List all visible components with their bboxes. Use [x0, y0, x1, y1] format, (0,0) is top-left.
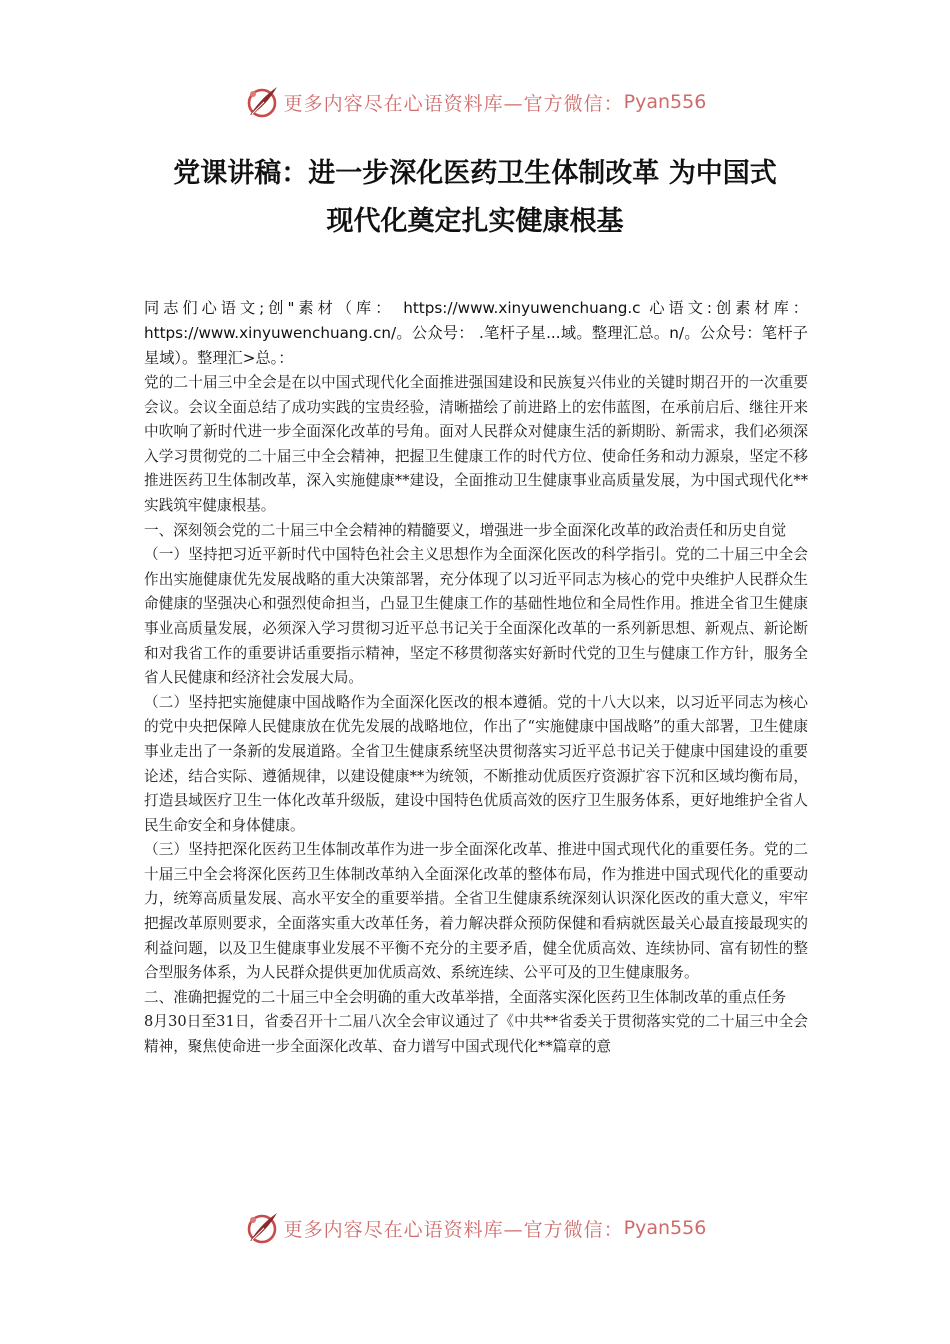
paragraph-point-1: （一）坚持把习近平新时代中国特色社会主义思想作为全面深化医改的科学指引。党的二十届三中全会作出实施健康优先发展战略的重大决策部署，充分体现了以习近平同志为核心的党中央维护人民群众生命健康的坚强决心和强烈使命担当，凸显卫生健康工作的基础性地位和全局性作用。推进全省卫生健康事业高质量发展，必须深入学习贯彻习近平总书记关于全面深化改革的一系列新思想、新观点、新论断和对我省工作的重要讲话重要指示精神，坚定不移贯彻落实好新时代党的卫生与健康工作方针，服务全省人民健康和经济社会发展大局。 — [144, 546, 808, 687]
footer-banner — [0, 1208, 950, 1248]
title-line-2: 现代化奠定扎实健康根基 — [326, 206, 624, 237]
title-line-1: 党课讲稿：进一步深化医药卫生体制改革 为中国式 — [173, 158, 777, 189]
paragraph-plenary: 8月30日至31日，省委召开十二届八次全会审议通过了《中共**省委关于贯彻落实党的二十届三中全会精神，聚焦使命进一步全面深化改革、奋力谱写中国式现代化**篇章的意 — [144, 1013, 808, 1056]
wechat-id: Pyan556 — [623, 1217, 707, 1239]
paragraph-point-2: （二）坚持把实施健康中国战略作为全面深化医改的根本遵循。党的十八大以来，以习近平同志为核心的党中央把保障人民健康放在优先发展的战略地位，作出了“实施健康中国战略”的重大部署，卫生健康事业走出了一条新的发展道路。全省卫生健康系统坚决贯彻落实习近平总书记关于健康中国建设的重要论述，结合实际、遵循规律，以建设健康**为统领，不断推动优质医疗资源扩容下沉和区域均衡布局，打造县域医疗卫生一体化改革升级版，建设中国特色优质高效的医疗卫生服务体系，更好地维护全省人民生命安全和身体健康。 — [144, 693, 808, 834]
document-body — [144, 296, 808, 1060]
header-banner — [0, 82, 950, 122]
banner-text: 更多内容尽在心语资料库—官方微信： — [283, 92, 624, 115]
section-heading-1: 一、深刻领会党的二十届三中全会精神的精髓要义，增强进一步全面深化改革的政治责任和历史自觉 — [144, 521, 787, 539]
source-note: 同志们心语文;创"素材（库： https://www.xinyuwenchuang.c 心语文:创素材库：https://www.xinyuwenchuang.cn/。公众号： .笔杆子星...域。整理汇总。n/。公众号：笔杆子星域）。整理汇>总。： — [144, 299, 808, 367]
feather-pen-icon — [244, 84, 280, 120]
feather-pen-icon — [244, 1210, 280, 1246]
intro-paragraph: 党的二十届三中全会是在以中国式现代化全面推进强国建设和民族复兴伟业的关键时期召开的一次重要会议。会议全面总结了成功实践的宝贵经验，清晰描绘了前进路上的宏伟蓝图，在承前启后、继往开来中吹响了新时代进一步全面深化改革的号角。面对人民群众对健康生活的新期盼、新需求，我们必须深入学习贯彻党的二十届三中全会精神，把握卫生健康工作的时代方位、使命任务和动力源泉，坚定不移推进医药卫生体制改革，深入实施健康**建设，全面推动卫生健康事业高质量发展，为中国式现代化**实践筑牢健康根基。 — [144, 374, 808, 514]
banner-text: 更多内容尽在心语资料库—官方微信： — [283, 1218, 624, 1241]
wechat-id: Pyan556 — [623, 91, 707, 113]
paragraph-point-3: （三）坚持把深化医药卫生体制改革作为进一步全面深化改革、推进中国式现代化的重要任务。党的二十届三中全会将深化医药卫生体制改革纳入全面深化改革的整体布局，作为推进中国式现代化的重要动力，统筹高质量发展、高水平安全的重要举措。全省卫生健康系统深刻认识深化医改的重大意义，牢牢把握改革原则要求，全面落实重大改革任务，着力解决群众预防保健和看病就医最关心最直接最现实的利益问题，以及卫生健康事业发展不平衡不充分的主要矛盾，健全优质高效、连续协同、富有韧性的整合型服务体系，为人民群众提供更加优质高效、系统连续、公平可及的卫生健康服务。 — [144, 841, 808, 982]
page-title — [60, 150, 890, 246]
section-heading-2: 二、准确把握党的二十届三中全会明确的重大改革举措，全面落实深化医药卫生体制改革的重点任务 — [144, 988, 787, 1006]
